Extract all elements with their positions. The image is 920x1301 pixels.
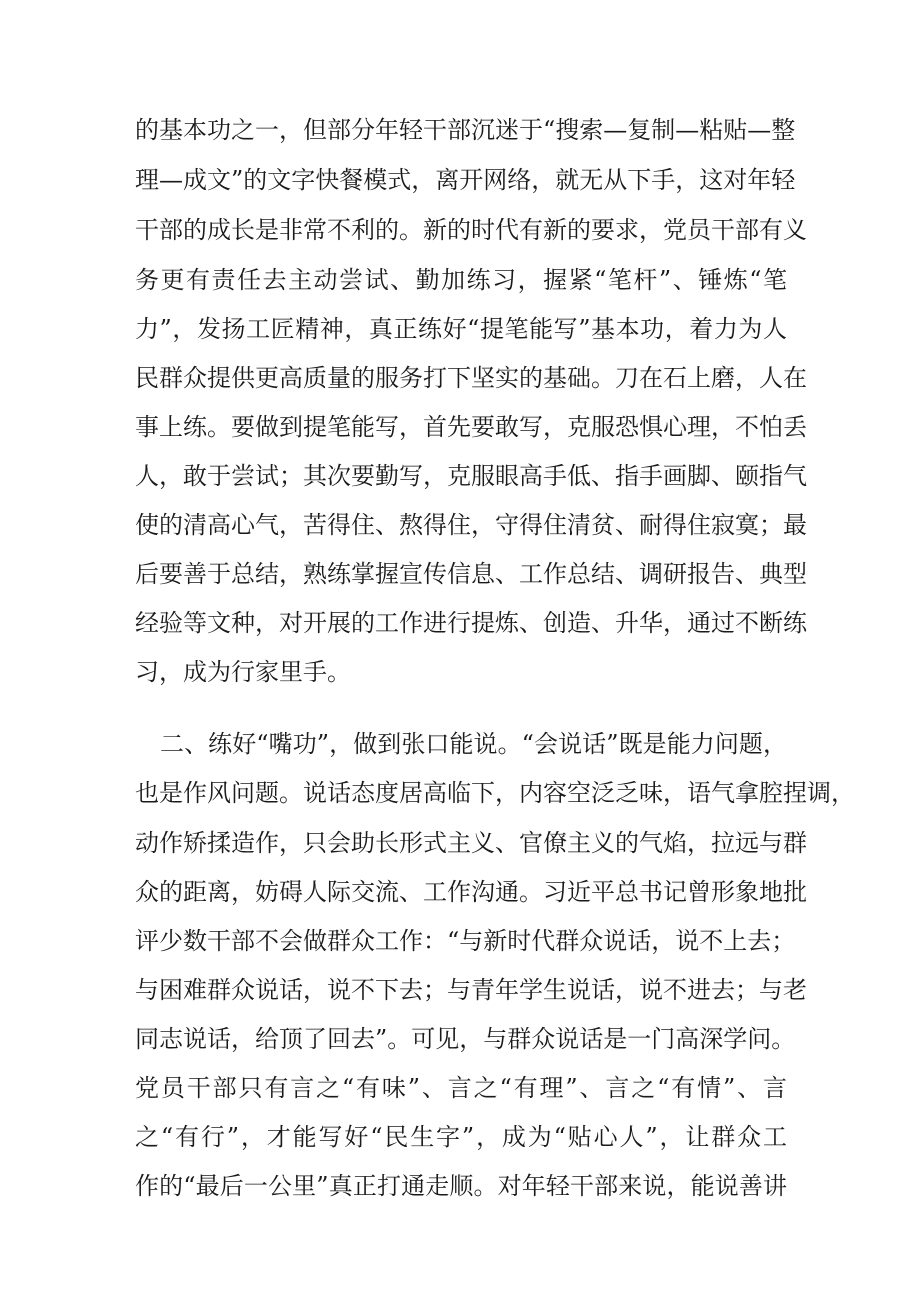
paragraph-2-line: 也是作风问题。说话态度居高临下，内容空泛乏味，语气拿腔捏调， [135, 779, 855, 807]
paragraph-1-line: 人，敢于尝试；其次要勤写，克服眼高手低、指手画脚、颐指气 [135, 462, 807, 490]
paragraph-2-line: 二、练好“嘴功”，做到张口能说。“会说话”既是能力问题， [160, 730, 787, 758]
paragraph-1-line: 后要善于总结，熟练掌握宣传信息、工作总结、调研报告、典型 [135, 560, 807, 588]
paragraph-2-line: 众的距离，妨碍人际交流、工作沟通。习近平总书记曾形象地批 [135, 878, 807, 906]
paragraph-1-line: 事上练。要做到提笔能写，首先要敢写，克服恐惧心理，不怕丢 [135, 413, 807, 441]
paragraph-2-line: 与困难群众说话，说不下去；与青年学生说话，说不进去；与老 [135, 976, 807, 1004]
paragraph-1-line: 务更有责任去主动尝试、勤加练习，握紧“笔杆”、锤炼“笔 [135, 266, 787, 294]
paragraph-2-line: 动作矫揉造作，只会助长形式主义、官僚主义的气焰，拉远与群 [135, 829, 807, 857]
paragraph-1-line: 民群众提供更高质量的服务打下坚实的基础。刀在石上磨，人在 [135, 364, 807, 392]
paragraph-1-line: 经验等文种，对开展的工作进行提炼、创造、升华，通过不断练 [135, 609, 807, 637]
paragraph-2-line: 党员干部只有言之“有味”、言之“有理”、言之“有情”、言 [135, 1074, 787, 1102]
paragraph-1-line: 理—成文”的文字快餐模式，离开网络，就无从下手，这对年轻 [135, 166, 796, 194]
paragraph-1-line: 使的清高心气，苦得住、熬得住，守得住清贫、耐得住寂寞；最 [135, 511, 807, 539]
paragraph-2-line: 评少数干部不会做群众工作：“与新时代群众说话，说不上去； [135, 927, 796, 955]
paragraph-2-line: 作的“最后一公里”真正打通走顺。对年轻干部来说，能说善讲 [135, 1172, 787, 1200]
paragraph-2-line: 同志说话，给顶了回去”。可见，与群众说话是一门高深学问。 [135, 1025, 796, 1053]
paragraph-2-line: 之“有行”，才能写好“民生字”，成为“贴心人”，让群众工 [135, 1123, 787, 1151]
paragraph-1-line: 干部的成长是非常不利的。新的时代有新的要求，党员干部有义 [135, 216, 807, 244]
paragraph-1-line: 的基本功之一，但部分年轻干部沉迷于“搜索—复制—粘贴—整 [135, 116, 796, 144]
paragraph-1-line: 习，成为行家里手。 [135, 658, 351, 686]
paragraph-1-line: 力”，发扬工匠精神，真正练好“提笔能写”基本功，着力为人 [135, 315, 787, 343]
